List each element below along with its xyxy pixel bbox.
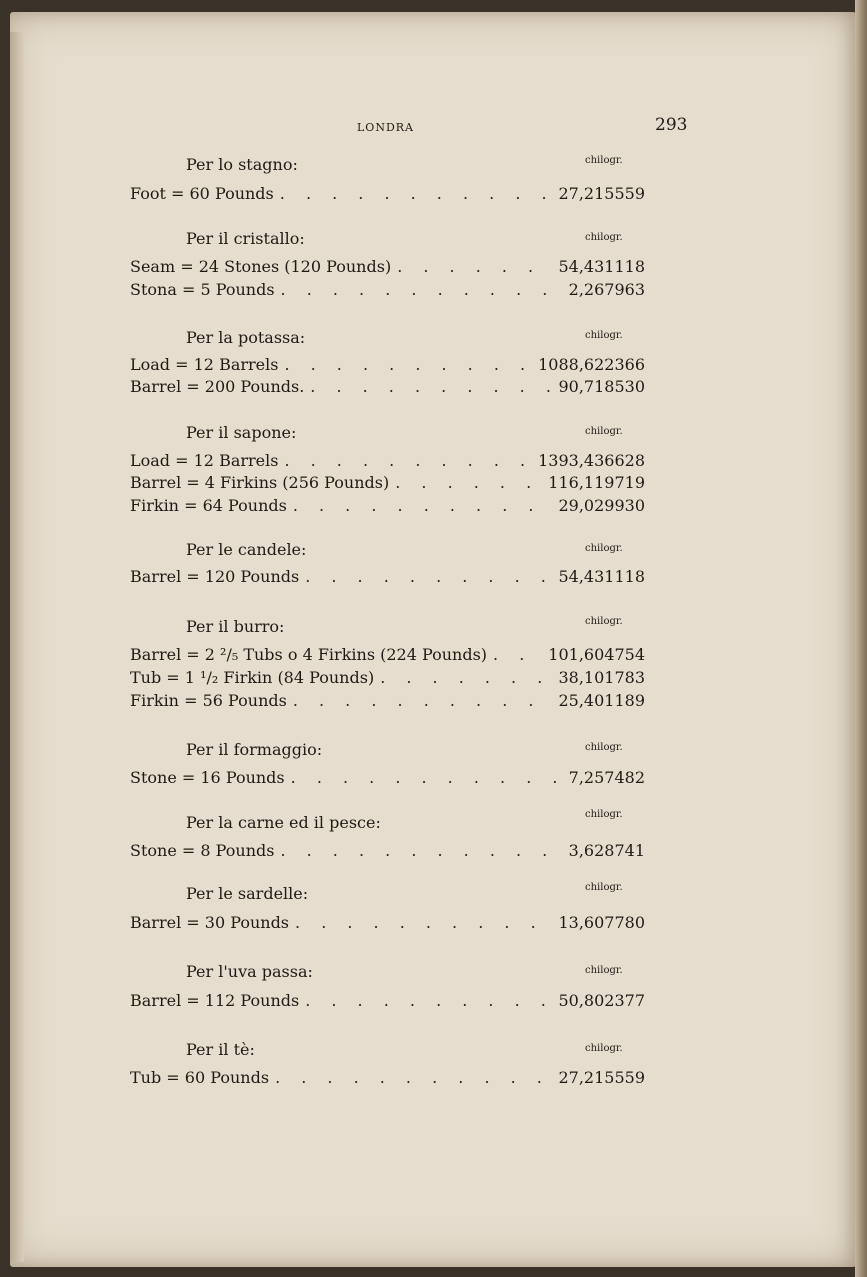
table-row bbox=[130, 567, 645, 589]
dot-leader bbox=[397, 257, 552, 276]
row-label: Barrel = 30 Pounds bbox=[130, 913, 290, 932]
row-label: Load = 12 Barrels bbox=[130, 355, 279, 374]
unit-label: chilogr. bbox=[585, 616, 623, 627]
running-header: LONDRA bbox=[357, 121, 414, 134]
row-value: 25,401189 bbox=[558, 691, 645, 710]
row-label: Foot = 60 Pounds bbox=[130, 184, 274, 203]
dot-leader bbox=[395, 473, 542, 492]
table-row bbox=[130, 913, 645, 935]
dot-leader bbox=[310, 377, 552, 396]
unit-label: chilogr. bbox=[585, 882, 623, 893]
row-value: 54,431118 bbox=[558, 567, 645, 586]
table-row bbox=[130, 645, 645, 667]
row-label: Seam = 24 Stones (120 Pounds) bbox=[130, 257, 392, 276]
table-row bbox=[130, 841, 645, 863]
row-label: Barrel = 4 Firkins (256 Pounds) bbox=[130, 473, 390, 492]
row-label: Barrel = 2 ²/₅ Tubs o 4 Firkins (224 Pounds) bbox=[130, 645, 488, 664]
section-title-formaggio: Per il formaggio: bbox=[186, 740, 323, 759]
row-label: Stone = 8 Pounds bbox=[130, 841, 275, 860]
section-title-sapone: Per il sapone: bbox=[186, 423, 297, 442]
section-title-te: Per il tè: bbox=[186, 1040, 255, 1059]
row-value: 29,029930 bbox=[558, 496, 645, 515]
row-label: Firkin = 56 Pounds bbox=[130, 691, 287, 710]
table-row bbox=[130, 668, 645, 690]
section-title-burro: Per il burro: bbox=[186, 617, 285, 636]
section-title-potassa: Per la potassa: bbox=[186, 328, 306, 347]
row-value: 13,607780 bbox=[558, 913, 645, 932]
section-title-candele: Per le candele: bbox=[186, 540, 307, 559]
section-title-sardelle: Per le sardelle: bbox=[186, 884, 309, 903]
dot-leader bbox=[295, 913, 552, 932]
row-value: 50,802377 bbox=[558, 991, 645, 1010]
row-label: Barrel = 120 Pounds bbox=[130, 567, 300, 586]
unit-label: chilogr. bbox=[585, 1043, 623, 1054]
table-row bbox=[130, 377, 645, 399]
dot-leader bbox=[380, 668, 552, 687]
unit-label: chilogr. bbox=[585, 965, 623, 976]
dot-leader bbox=[275, 1068, 552, 1087]
table-row bbox=[130, 355, 645, 377]
unit-label: chilogr. bbox=[585, 426, 623, 437]
section-title-cristallo: Per il cristallo: bbox=[186, 229, 305, 248]
unit-label: chilogr. bbox=[585, 809, 623, 820]
row-value: 27,215559 bbox=[558, 184, 645, 203]
dot-leader bbox=[284, 355, 532, 374]
section-title-stagno: Per lo stagno: bbox=[186, 155, 298, 174]
table-row bbox=[130, 451, 645, 473]
unit-label: chilogr. bbox=[585, 232, 623, 243]
dot-leader bbox=[293, 496, 553, 515]
row-label: Tub = 1 ¹/₂ Firkin (84 Pounds) bbox=[130, 668, 375, 687]
dot-leader bbox=[281, 280, 563, 299]
table-row bbox=[130, 184, 645, 206]
row-value: 38,101783 bbox=[558, 668, 645, 687]
table-row bbox=[130, 257, 645, 279]
dot-leader bbox=[493, 645, 542, 664]
row-label: Stona = 5 Pounds bbox=[130, 280, 275, 299]
table-row bbox=[130, 1068, 645, 1090]
dot-leader bbox=[280, 841, 562, 860]
table-row bbox=[130, 473, 645, 495]
row-label: Barrel = 112 Pounds bbox=[130, 991, 300, 1010]
row-value: 3,628741 bbox=[568, 841, 645, 860]
table-row bbox=[130, 280, 645, 302]
page-number: 293 bbox=[655, 115, 688, 135]
row-value: 54,431118 bbox=[558, 257, 645, 276]
row-value: 2,267963 bbox=[568, 280, 645, 299]
row-value: 7,257482 bbox=[568, 768, 645, 787]
row-label: Firkin = 64 Pounds bbox=[130, 496, 287, 515]
row-label: Barrel = 200 Pounds. bbox=[130, 377, 305, 396]
section-title-uva-passa: Per l'uva passa: bbox=[186, 962, 313, 981]
unit-label: chilogr. bbox=[585, 543, 623, 554]
row-label: Load = 12 Barrels bbox=[130, 451, 279, 470]
row-label: Stone = 16 Pounds bbox=[130, 768, 285, 787]
dot-leader bbox=[293, 691, 553, 710]
page-right-edge bbox=[855, 0, 867, 1277]
table-row bbox=[130, 691, 645, 713]
row-value: 116,119719 bbox=[548, 473, 645, 492]
table-row bbox=[130, 991, 645, 1013]
unit-label: chilogr. bbox=[585, 155, 623, 166]
section-title-carne-pesce: Per la carne ed il pesce: bbox=[186, 813, 381, 832]
row-label: Tub = 60 Pounds bbox=[130, 1068, 270, 1087]
dot-leader bbox=[280, 184, 553, 203]
page-left-edge bbox=[10, 32, 24, 1262]
row-value: 101,604754 bbox=[548, 645, 645, 664]
row-value: 27,215559 bbox=[558, 1068, 645, 1087]
table-row bbox=[130, 496, 645, 518]
dot-leader bbox=[305, 991, 552, 1010]
table-row bbox=[130, 768, 645, 790]
unit-label: chilogr. bbox=[585, 742, 623, 753]
dot-leader bbox=[284, 451, 532, 470]
dot-leader bbox=[291, 768, 563, 787]
dot-leader bbox=[305, 567, 552, 586]
unit-label: chilogr. bbox=[585, 330, 623, 341]
row-value: 1088,622366 bbox=[538, 355, 645, 374]
row-value: 90,718530 bbox=[558, 377, 645, 396]
row-value: 1393,436628 bbox=[538, 451, 645, 470]
